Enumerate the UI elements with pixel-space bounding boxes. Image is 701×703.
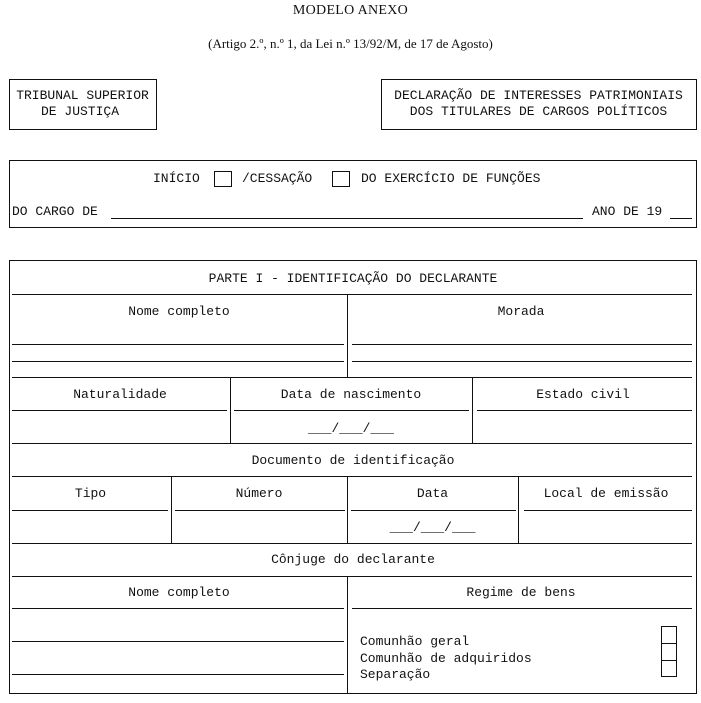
numero-field[interactable] — [175, 510, 345, 511]
cargo-field[interactable] — [111, 218, 583, 219]
divider — [351, 510, 516, 511]
conjuge-nome-line-2[interactable] — [12, 641, 344, 642]
part1-box — [9, 260, 697, 694]
divider — [230, 377, 231, 444]
data-emissao-field[interactable]: ___/___/___ — [389, 520, 476, 535]
court-box — [9, 79, 157, 130]
naturalidade-label: Naturalidade — [73, 387, 167, 402]
tipo-label: Tipo — [74, 486, 107, 501]
cessacao-checkbox[interactable] — [332, 171, 350, 187]
regime-option-comunhao-geral: Comunhão geral — [360, 634, 470, 649]
regime-option-separacao: Separação — [360, 667, 431, 682]
divider — [234, 410, 469, 411]
tipo-field[interactable] — [12, 510, 168, 511]
cessacao-label: /CESSAÇÃO — [242, 171, 313, 186]
divider — [230, 377, 692, 378]
divider — [12, 476, 692, 477]
divider — [171, 476, 172, 543]
data-label: Data — [416, 486, 449, 501]
ano-label: ANO DE 19 — [592, 204, 663, 219]
divider — [12, 294, 692, 295]
cargo-label: DO CARGO DE — [12, 204, 98, 219]
documento-label: Documento de identificação — [251, 453, 455, 468]
separacao-checkbox[interactable] — [661, 660, 677, 677]
regime-option-comunhao-adquiridos: Comunhão de adquiridos — [360, 651, 532, 666]
nome-line-2[interactable] — [12, 361, 344, 362]
divider — [347, 294, 348, 378]
estado-civil-field[interactable] — [477, 410, 692, 411]
comunhao-adquiridos-checkbox[interactable] — [661, 643, 677, 661]
conjuge-nome-label: Nome completo — [128, 585, 230, 600]
declaration-line-1: DECLARAÇÃO DE INTERESSES PATRIMONIAIS — [394, 88, 683, 103]
local-emissao-label: Local de emissão — [543, 486, 669, 501]
divider — [347, 576, 348, 694]
estado-civil-label: Estado civil — [536, 387, 630, 402]
ano-field[interactable] — [670, 218, 692, 219]
divider — [347, 476, 348, 543]
conjuge-label: Cônjuge do declarante — [271, 552, 435, 567]
divider — [12, 443, 692, 444]
form-subtitle: (Artigo 2.º, n.º 1, da Lei n.º 13/92/M, de 17 de Agosto) — [208, 36, 493, 51]
local-emissao-field[interactable] — [524, 510, 692, 511]
numero-label: Número — [235, 486, 283, 501]
exercicio-label: DO EXERCÍCIO DE FUNÇÕES — [361, 171, 541, 186]
divider — [518, 476, 519, 543]
inicio-label: INÍCIO — [153, 171, 200, 186]
nome-line-1[interactable] — [12, 344, 344, 345]
court-line-1: TRIBUNAL SUPERIOR — [16, 88, 149, 103]
divider — [472, 377, 473, 444]
conjuge-nome-line-1[interactable] — [12, 608, 344, 609]
comunhao-geral-checkbox[interactable] — [661, 626, 677, 644]
declaration-title-box — [381, 79, 697, 130]
data-nascimento-field[interactable]: ___/___/___ — [308, 421, 394, 436]
divider — [12, 543, 692, 544]
morada-line-2[interactable] — [352, 361, 692, 362]
naturalidade-field[interactable] — [12, 410, 227, 411]
part1-title: PARTE I - IDENTIFICAÇÃO DO DECLARANTE — [208, 271, 498, 286]
nome-completo-label: Nome completo — [128, 304, 230, 319]
divider — [352, 608, 692, 609]
inicio-checkbox[interactable] — [214, 171, 232, 187]
court-line-2: DE JUSTIÇA — [40, 104, 119, 119]
declaration-line-2: DOS TITULARES DE CARGOS POLÍTICOS — [409, 104, 668, 119]
morada-line-1[interactable] — [352, 344, 692, 345]
regime-bens-label: Regime de bens — [466, 585, 576, 600]
conjuge-nome-line-3[interactable] — [12, 674, 344, 675]
divider — [12, 576, 692, 577]
data-nascimento-label: Data de nascimento — [280, 387, 422, 402]
morada-label: Morada — [497, 304, 545, 319]
form-title: MODELO ANEXO — [292, 3, 409, 18]
